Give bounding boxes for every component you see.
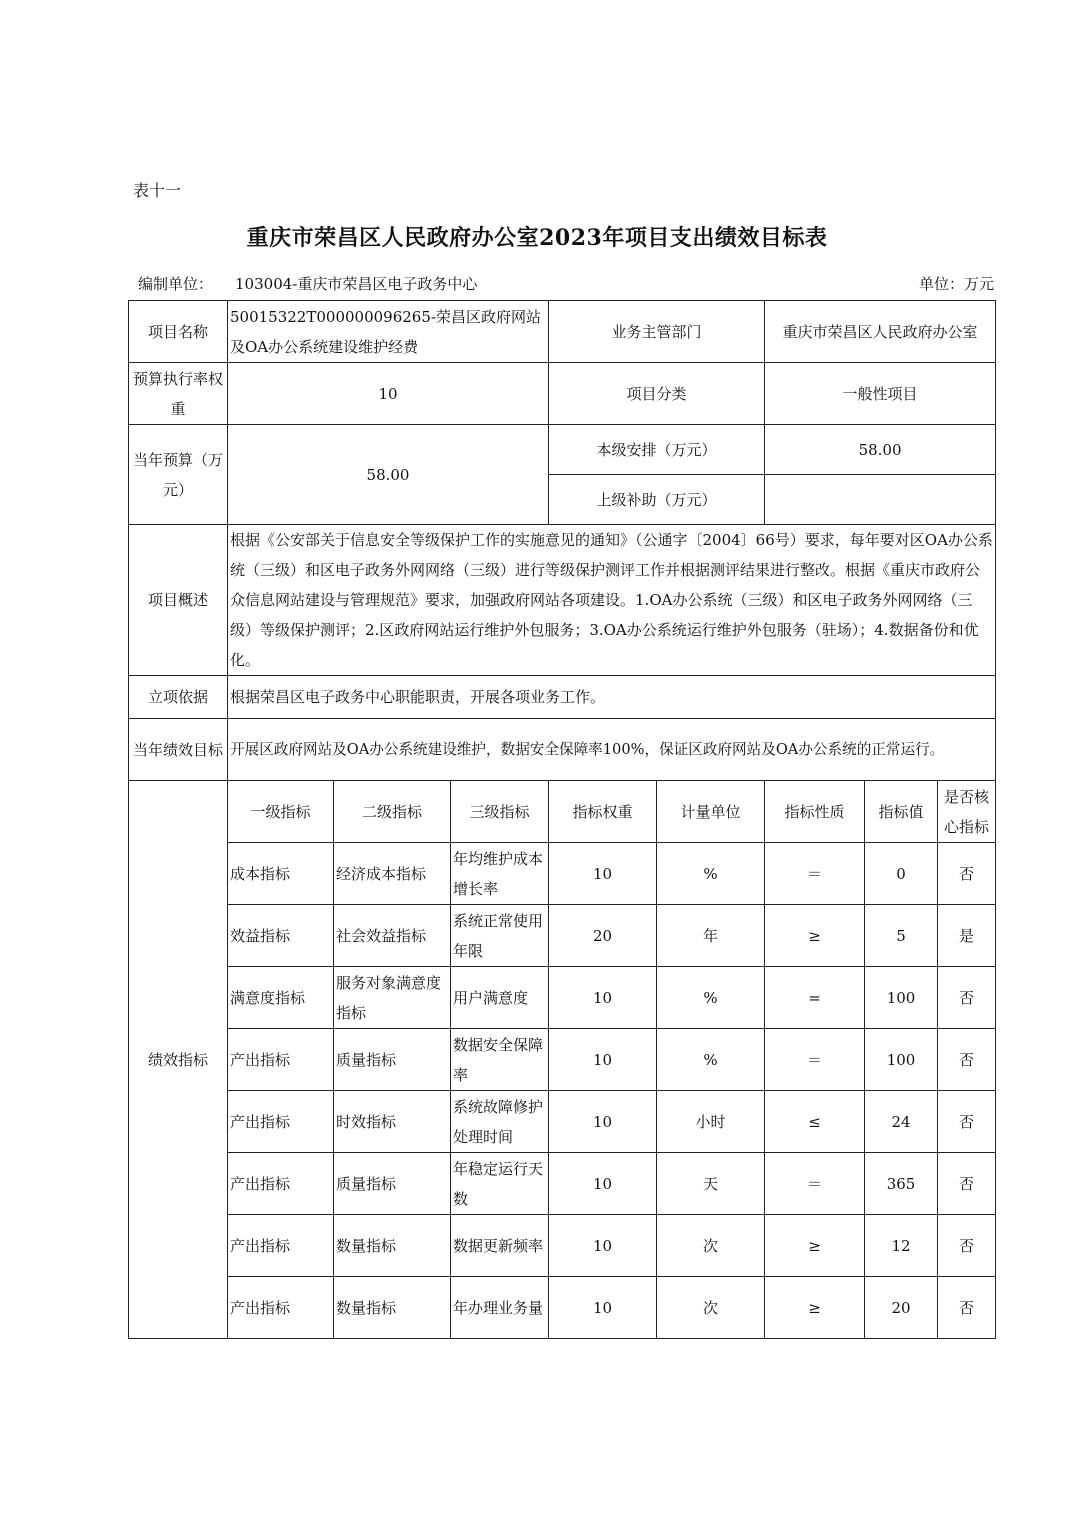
- indicator-cell: 天: [657, 1153, 765, 1215]
- budget-row: [129, 425, 996, 475]
- indicator-cell: 年均维护成本增长率: [451, 843, 549, 905]
- exec-weight-value: 10: [228, 363, 549, 425]
- basis-label: 立项依据: [129, 676, 228, 719]
- indicator-row: [129, 1277, 996, 1339]
- header-cell: 是否核心指标: [938, 781, 996, 843]
- indicator-cell: 时效指标: [334, 1091, 451, 1153]
- indicator-cell: 否: [938, 1277, 996, 1339]
- indicator-cell: 否: [938, 967, 996, 1029]
- indicator-cell: %: [657, 843, 765, 905]
- overview-row: [129, 525, 996, 676]
- basis-text: 根据荣昌区电子政务中心职能职责，开展各项业务工作。: [228, 676, 996, 719]
- overview-label: 项目概述: [129, 525, 228, 676]
- dept-label: 业务主管部门: [549, 301, 765, 363]
- indicator-cell: 效益指标: [228, 905, 334, 967]
- indicator-cell: 年: [657, 905, 765, 967]
- indicator-cell: %: [657, 1029, 765, 1091]
- indicator-cell: 10: [549, 1215, 657, 1277]
- local-budget-value: 58.00: [765, 425, 996, 475]
- indicator-cell: ≥: [765, 1277, 865, 1339]
- indicator-cell: 社会效益指标: [334, 905, 451, 967]
- indicator-row: [129, 967, 996, 1029]
- project-name-label: 项目名称: [129, 301, 228, 363]
- indicator-cell: 100: [865, 967, 938, 1029]
- indicator-cell: 否: [938, 1215, 996, 1277]
- indicator-cell: 经济成本指标: [334, 843, 451, 905]
- indicator-cell: 次: [657, 1215, 765, 1277]
- indicator-cell: %: [657, 967, 765, 1029]
- indicator-cell: 是: [938, 905, 996, 967]
- indicator-cell: 产出指标: [228, 1029, 334, 1091]
- basis-row: [129, 676, 996, 719]
- indicator-cell: 否: [938, 1029, 996, 1091]
- header-cell: 计量单位: [657, 781, 765, 843]
- goal-text: 开展区政府网站及OA办公系统建设维护，数据安全保障率100%，保证区政府网站及OA办公系统的正常运行。: [228, 719, 996, 781]
- exec-weight-row: [129, 363, 996, 425]
- indicator-cell: 质量指标: [334, 1153, 451, 1215]
- indicator-cell: 系统故障修护处理时间: [451, 1091, 549, 1153]
- budget-label: 当年预算（万元）: [129, 425, 228, 525]
- indicator-cell: 20: [549, 905, 657, 967]
- indicator-row: [129, 1215, 996, 1277]
- dept-value: 重庆市荣昌区人民政府办公室: [765, 301, 996, 363]
- indicator-cell: 数据安全保障率: [451, 1029, 549, 1091]
- indicator-row: [129, 1153, 996, 1215]
- indicator-cell: 10: [549, 843, 657, 905]
- indicator-cell: 满意度指标: [228, 967, 334, 1029]
- indicator-cell: ≥: [765, 905, 865, 967]
- indicator-cell: ≥: [765, 1215, 865, 1277]
- indicator-cell: 数量指标: [334, 1277, 451, 1339]
- header-cell: 指标权重: [549, 781, 657, 843]
- indicator-cell: 100: [865, 1029, 938, 1091]
- goal-label: 当年绩效目标: [129, 719, 228, 781]
- indicator-cell: ＝: [765, 1153, 865, 1215]
- indicator-cell: 10: [549, 1153, 657, 1215]
- indicator-cell: 成本指标: [228, 843, 334, 905]
- indicator-header-row: [129, 781, 996, 843]
- indicators-label: 绩效指标: [129, 781, 228, 1339]
- compiler-info: [138, 273, 477, 294]
- indicator-cell: 年稳定运行天数: [451, 1153, 549, 1215]
- indicator-cell: 小时: [657, 1091, 765, 1153]
- compiler-label: 编制单位：: [138, 275, 214, 293]
- unit-label: 单位：万元: [918, 275, 994, 293]
- header-cell: 一级指标: [228, 781, 334, 843]
- indicator-cell: 10: [549, 1277, 657, 1339]
- indicator-cell: 数据更新频率: [451, 1215, 549, 1277]
- header-cell: 指标性质: [765, 781, 865, 843]
- performance-table: [128, 300, 996, 1339]
- indicator-cell: 否: [938, 1091, 996, 1153]
- category-label: 项目分类: [549, 363, 765, 425]
- table-number: 表十一: [133, 181, 182, 200]
- compiler-value: 103004-重庆市荣昌区电子政务中心: [235, 275, 478, 293]
- upper-subsidy-value: [765, 475, 996, 525]
- indicator-cell: 年办理业务量: [451, 1277, 549, 1339]
- indicator-cell: 365: [865, 1153, 938, 1215]
- indicator-cell: 20: [865, 1277, 938, 1339]
- indicator-cell: =: [765, 967, 865, 1029]
- upper-subsidy-label: 上级补助（万元）: [549, 475, 765, 525]
- indicator-cell: 5: [865, 905, 938, 967]
- indicator-cell: 数量指标: [334, 1215, 451, 1277]
- indicator-cell: 否: [938, 843, 996, 905]
- indicator-cell: ≤: [765, 1091, 865, 1153]
- indicator-cell: ＝: [765, 843, 865, 905]
- indicator-cell: 系统正常使用年限: [451, 905, 549, 967]
- header-cell: 三级指标: [451, 781, 549, 843]
- indicator-cell: 24: [865, 1091, 938, 1153]
- indicator-cell: 产出指标: [228, 1277, 334, 1339]
- overview-text: 根据《公安部关于信息安全等级保护工作的实施意见的通知》（公通字〔2004〕66号）要求，每年要对区OA办公系统（三级）和区电子政务外网网络（三级）进行等级保护测评工作并根据测评结果进行整改。根据《重庆市政府公众信息网站建设与管理规范》要求，加强政府网站各项建设。1.OA办公系统（三级）和区电子政务外网网络（三级）等级保护测评；2.区政府网站运行维护外包服务；3.OA办公系统运行维护外包服务（驻场）；4.数据备份和优化。: [228, 525, 996, 676]
- indicator-cell: 质量指标: [334, 1029, 451, 1091]
- indicator-row: [129, 1029, 996, 1091]
- indicator-cell: 0: [865, 843, 938, 905]
- indicator-cell: 10: [549, 1091, 657, 1153]
- goal-row: [129, 719, 996, 781]
- indicator-cell: 产出指标: [228, 1091, 334, 1153]
- indicator-row: [129, 1091, 996, 1153]
- indicator-cell: 次: [657, 1277, 765, 1339]
- indicator-cell: 否: [938, 1153, 996, 1215]
- budget-value: 58.00: [228, 425, 549, 525]
- indicator-cell: 产出指标: [228, 1215, 334, 1277]
- project-name-value: 50015322T000000096265-荣昌区政府网站及OA办公系统建设维护经费: [228, 301, 549, 363]
- project-name-row: [129, 301, 996, 363]
- indicator-cell: 产出指标: [228, 1153, 334, 1215]
- header-cell: 二级指标: [334, 781, 451, 843]
- indicator-row: [129, 905, 996, 967]
- category-value: 一般性项目: [765, 363, 996, 425]
- header-cell: 指标值: [865, 781, 938, 843]
- indicator-cell: 10: [549, 1029, 657, 1091]
- indicator-row: [129, 843, 996, 905]
- indicator-cell: 用户满意度: [451, 967, 549, 1029]
- exec-weight-label: 预算执行率权重: [129, 363, 228, 425]
- page-title: 重庆市荣昌区人民政府办公室2023年项目支出绩效目标表: [246, 225, 828, 251]
- local-budget-label: 本级安排（万元）: [549, 425, 765, 475]
- indicator-cell: 服务对象满意度指标: [334, 967, 451, 1029]
- indicator-cell: 10: [549, 967, 657, 1029]
- indicator-cell: ＝: [765, 1029, 865, 1091]
- indicator-cell: 12: [865, 1215, 938, 1277]
